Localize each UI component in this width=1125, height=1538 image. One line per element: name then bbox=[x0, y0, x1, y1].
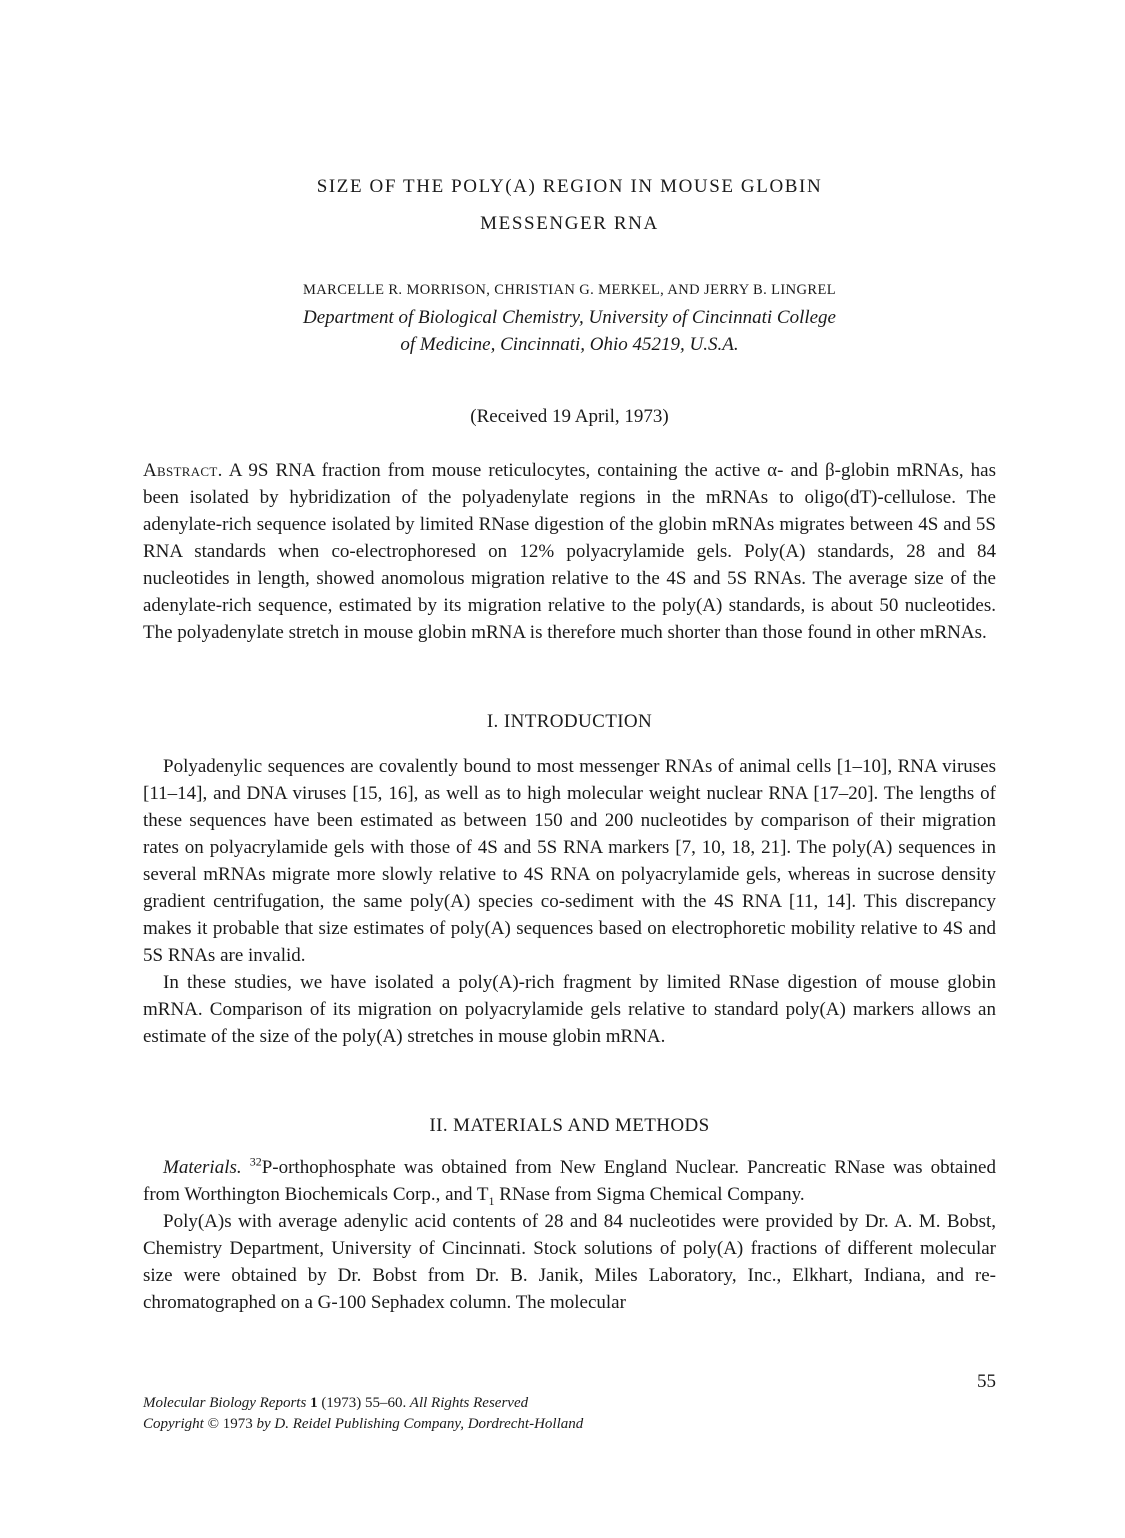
abstract-label: Abstract. bbox=[143, 460, 223, 481]
introduction-section bbox=[143, 753, 996, 1050]
copyright-year: 1973 bbox=[222, 1416, 253, 1432]
t1-subscript: 1 bbox=[488, 1193, 495, 1208]
abstract-paragraph bbox=[143, 457, 996, 646]
author-list: MARCELLE R. MORRISON, CHRISTIAN G. MERKEL, AND JERRY B. LINGREL bbox=[303, 282, 836, 298]
introduction-paragraph-2: In these studies, we have isolated a poly(A)-rich fragment by limited RNase digestion of mouse globin mRNA. Comparison of its migration on polyacrylamide gels relative to standard poly(A) markers allows an estimate of the size of the poly(A) stretches in mouse globin mRNA. bbox=[143, 972, 996, 1047]
paper-title bbox=[143, 168, 996, 242]
page-number: 55 bbox=[977, 1371, 996, 1392]
affiliation-line-2: of Medicine, Cincinnati, Ohio 45219, U.S.A. bbox=[400, 334, 739, 355]
abstract-section bbox=[143, 457, 996, 646]
methods-paragraph-2: Poly(A)s with average adenylic acid contents of 28 and 84 nucleotides were provided by Dr. A. M. Bobst, Chemistry Department, University of Cincinnati. Stock solutions of poly(A) fractions of different molecular size were obtained by Dr. Bobst from Dr. B. Janik, Miles Laboratory, Inc., Elkhart, Indiana, and re-chromatographed on a G-100 Sephadex column. The molecular bbox=[143, 1211, 996, 1313]
journal-citation: (1973) 55–60. bbox=[321, 1395, 407, 1411]
copyright-prefix: Copyright bbox=[143, 1416, 204, 1432]
title-line-1: SIZE OF THE POLY(A) REGION IN MOUSE GLOBIN bbox=[316, 176, 823, 197]
affiliation bbox=[143, 304, 996, 358]
footer-citation-line bbox=[143, 1393, 583, 1414]
publisher-text: by D. Reidel Publishing Company, Dordrecht-Holland bbox=[256, 1416, 584, 1432]
isotope-superscript: 32 bbox=[249, 1154, 262, 1169]
journal-name: Molecular Biology Reports bbox=[143, 1395, 307, 1411]
abstract-text: A 9S RNA fraction from mouse reticulocytes, containing the active α- and β-globin mRNAs, has been isolated by hybridization of the polyadenylate regions in the mRNAs to oligo(dT)-cellulose. The adenylate-rich sequence isolated by limited RNase digestion of the globin mRNAs migrates between 4S and 5S RNA standards when co-electrophoresed on 12% polyacrylamide gels. Poly(A) standards, 28 and 84 nucleotides in length, showed anomolous migration relative to the 4S and 5S RNAs. The average size of the adenylate-rich sequence, estimated by its migration relative to the poly(A) standards, is about 50 nucleotides. The polyadenylate stretch in mouse globin mRNA is therefore much shorter than those found in other mRNAs. bbox=[143, 460, 996, 643]
methods-paragraph-1-text-a: P-orthophosphate was obtained from New England Nuclear. Pancreatic RNase was obtained from Worthington Biochemicals Corp., and T bbox=[143, 1157, 996, 1205]
materials-label: Materials. bbox=[163, 1157, 242, 1178]
methods-section bbox=[143, 1154, 996, 1316]
footer-copyright-line bbox=[143, 1414, 583, 1435]
received-date: (Received 19 April, 1973) bbox=[470, 406, 669, 427]
methods-paragraph-1 bbox=[143, 1154, 996, 1208]
rights-text: All Rights Reserved bbox=[409, 1395, 529, 1411]
methods-paragraph-1-text-b: RNase from Sigma Chemical Company. bbox=[494, 1184, 805, 1205]
journal-volume: 1 bbox=[310, 1395, 318, 1411]
affiliation-line-1: Department of Biological Chemistry, University of Cincinnati College bbox=[303, 307, 836, 328]
copyright-symbol: © bbox=[207, 1416, 219, 1432]
title-line-2: MESSENGER RNA bbox=[480, 213, 659, 234]
introduction-heading: I. INTRODUCTION bbox=[486, 711, 653, 732]
journal-footer bbox=[143, 1393, 583, 1435]
methods-heading: II. MATERIALS AND METHODS bbox=[429, 1115, 710, 1136]
introduction-paragraph-1: Polyadenylic sequences are covalently bound to most messenger RNAs of animal cells [1–10], RNA viruses [11–14], and DNA viruses [15, 16], as well as to high molecular weight nuclear RNA [17–20]. The lengths of these sequences have been estimated as between 150 and 200 nucleotides by comparison of their migration rates on polyacrylamide gels with those of 4S and 5S RNA markers [7, 10, 18, 21]. The poly(A) sequences in several mRNAs migrate more slowly relative to 4S RNA on polyacrylamide gels, whereas in sucrose density gradient centrifugation, the same poly(A) species co-sediment with the 4S RNA [11, 14]. This discrepancy makes it probable that size estimates of poly(A) sequences based on electrophoretic mobility relative to 4S and 5S RNAs are invalid. bbox=[143, 756, 996, 966]
